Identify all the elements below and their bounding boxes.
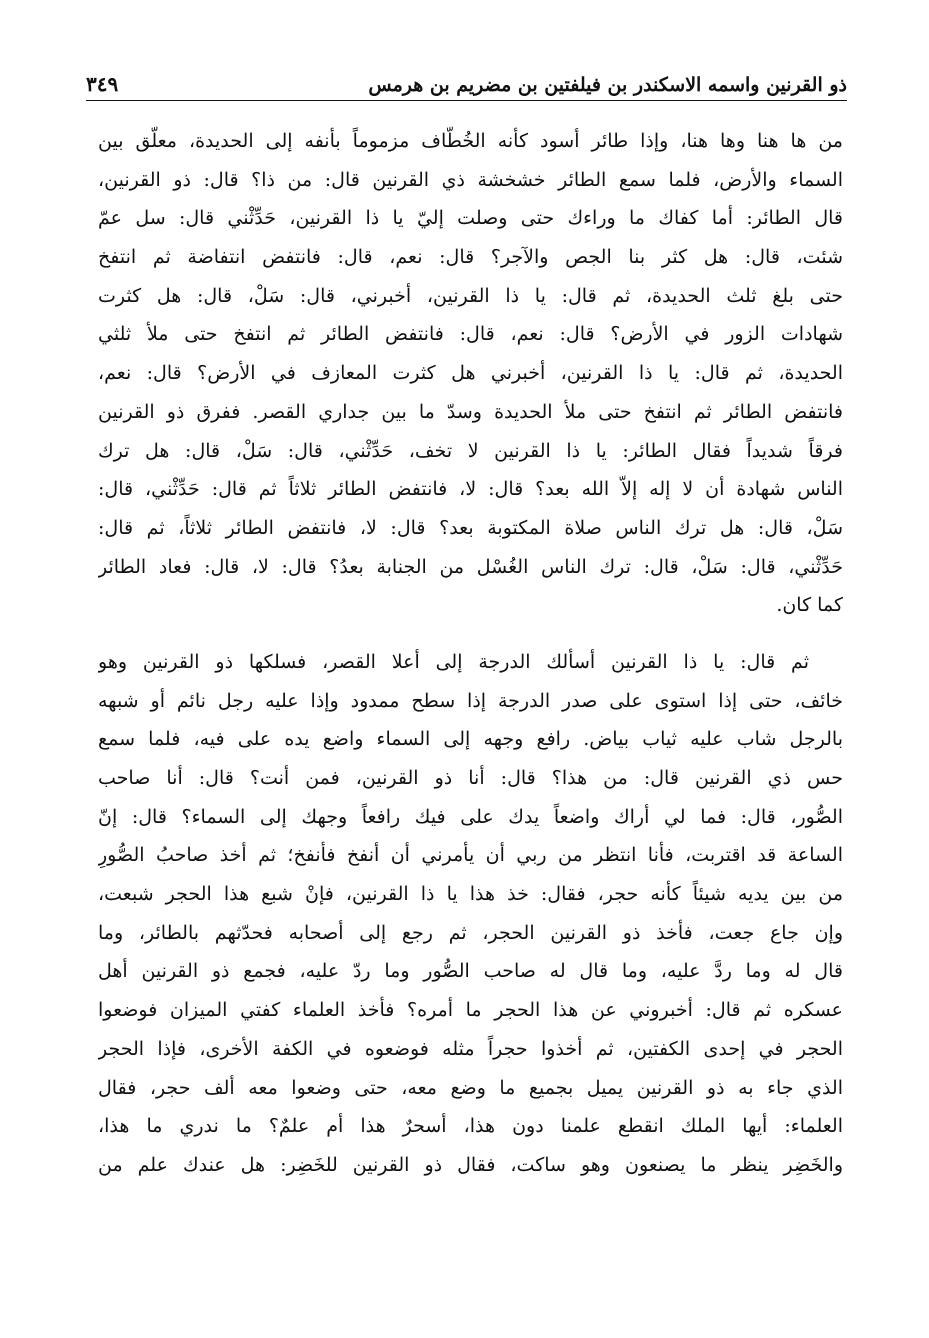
text-line: الصُّور، قال: فما لي أراك واضعاً يدك على فيك رافعاً وجهك إلى السماء؟ قال: إنّ <box>98 805 843 828</box>
text-line: كما كان. <box>776 594 843 617</box>
text-line: الذي جاء به ذو القرنين يميل بجميع ما وضع معه، حتى وضعوا معه ألف حجر، فقال <box>98 1076 843 1099</box>
text-line: بالرجل شاب عليه ثياب بياض. رافع وجهه إلى السماء واضع يده على فيه، فلما سمع <box>98 728 843 751</box>
text-line: عسكره ثم قال: أخبروني عن هذا الحجر ما أمره؟ فأخذ العلماء كفتي الميزان فوضعوا <box>98 999 843 1022</box>
text-line: سَلْ، قال: هل ترك الناس صلاة المكتوبة بعد؟ قال: لا، فانتفض الطائر ثلاثاً، ثم قال: <box>98 516 843 539</box>
body-text <box>98 122 843 1185</box>
paragraph-1 <box>98 122 843 625</box>
text-line: الحجر في إحدى الكفتين، ثم أخذوا حجراً مثله فوضعوه في الكفة الأخرى، فإذا الحجر <box>98 1037 843 1060</box>
text-line: شئت، قال: هل كثر بنا الجص والآجر؟ قال: نعم، قال: فانتفض انتفاضة ثم انتفخ <box>98 246 843 269</box>
text-line: قال له وما ردَّ عليه، وما قال له صاحب الصُّور وما ردّ عليه، فجمع ذو القرنين أهل <box>98 960 843 983</box>
text-line: شهادات الزور في الأرض؟ قال: نعم، قال: فانتفض الطائر ثم انتفخ حتى ملأ ثلثي <box>98 323 843 346</box>
text-line: فانتفض الطائر ثم انتفخ حتى ملأ الحديدة وسدّ ما بين جداري القصر. ففرق ذو القرنين <box>98 400 843 423</box>
text-line: من بين يديه شيئاً كأنه حجر، فقال: خذ هذا يا ذا القرنين، فإنْ شبع هذا الحجر شبعت، <box>98 883 843 906</box>
header-rule <box>86 100 847 101</box>
text-line: قال الطائر: أما كفاك ما وراءك حتى وصلت إليّ يا ذا القرنين، حَدِّثْني قال: سل عمّ <box>98 207 843 230</box>
text-line: والخَضِر ينظر ما يصنعون وهو ساكت، فقال ذو القرنين للخَضِر: هل عندك علم من <box>98 1153 843 1176</box>
text-line: حتى بلغ ثلث الحديدة، ثم قال: يا ذا القرنين، أخبرني، قال: سَلْ، قال: هل كثرت <box>98 284 843 307</box>
page-number: ٣٤٩ <box>86 72 119 96</box>
text-line: حس ذي القرنين قال: من هذا؟ قال: أنا ذو القرنين، فمن أنت؟ قال: أنا صاحب <box>98 767 843 789</box>
text-line: العلماء: أيها الملك انقطع علمنا دون هذا، أسحرٌ هذا أم علمٌ؟ ما ندري ما هذا، <box>98 1115 843 1138</box>
text-line: وإن جاع جعت، فأخذ ذو القرنين الحجر، ثم رجع إلى أصحابه فحدّثهم بالطائر، وما <box>98 921 843 944</box>
running-header <box>86 62 847 96</box>
text-line: من ها هنا وها هنا، وإذا طائر أسود كأنه الخُطّاف مزموماً بأنفه إلى الحديدة، معلّق بين <box>98 130 843 152</box>
text-line: ثم قال: يا ذا القرنين أسألك الدرجة إلى أعلا القصر، فسلكها ذو القرنين وهو <box>98 650 809 673</box>
paragraph-spacer <box>98 625 843 643</box>
text-line: الناس شهادة أن لا إله إلاّ الله بعد؟ قال: لا، فانتفض الطائر ثلاثاً ثم قال: حَدِّثْني، قال: <box>98 478 843 501</box>
text-line: فرقاً شديداً فقال الطائر: يا ذا القرنين لا تخف، حَدِّثْني، قال: سَلْ، قال: هل ترك <box>98 439 843 462</box>
text-line: الساعة قد اقتربت، فأنا انتظر من ربي أن يأمرني أن أنفخ فأنفخ؛ ثم أخذ صاحبُ الصُّورِ <box>98 844 843 867</box>
text-line: السماء والأرض، فلما سمع الطائر خشخشة ذي القرنين قال: من ذا؟ قال: ذو القرنين، <box>98 168 843 191</box>
text-line: الحديدة، ثم قال: يا ذا القرنين، أخبرني هل كثرت المعازف في الأرض؟ قال: نعم، <box>98 362 843 385</box>
paragraph-2 <box>98 643 843 1185</box>
text-line: حَدِّثْني، قال: سَلْ، قال: ترك الناس الغُسْل من الجنابة بعدُ؟ قال: لا، قال: فعاد الطائر <box>98 555 843 578</box>
running-title: ذو القرنين واسمه الاسكندر بن فيلفتين بن مضريم بن هرمس <box>368 74 847 96</box>
text-line: خائف، حتى إذا استوى على صدر الدرجة إذا سطح ممدود وإذا عليه رجل نائم أو شبهه <box>98 689 843 712</box>
